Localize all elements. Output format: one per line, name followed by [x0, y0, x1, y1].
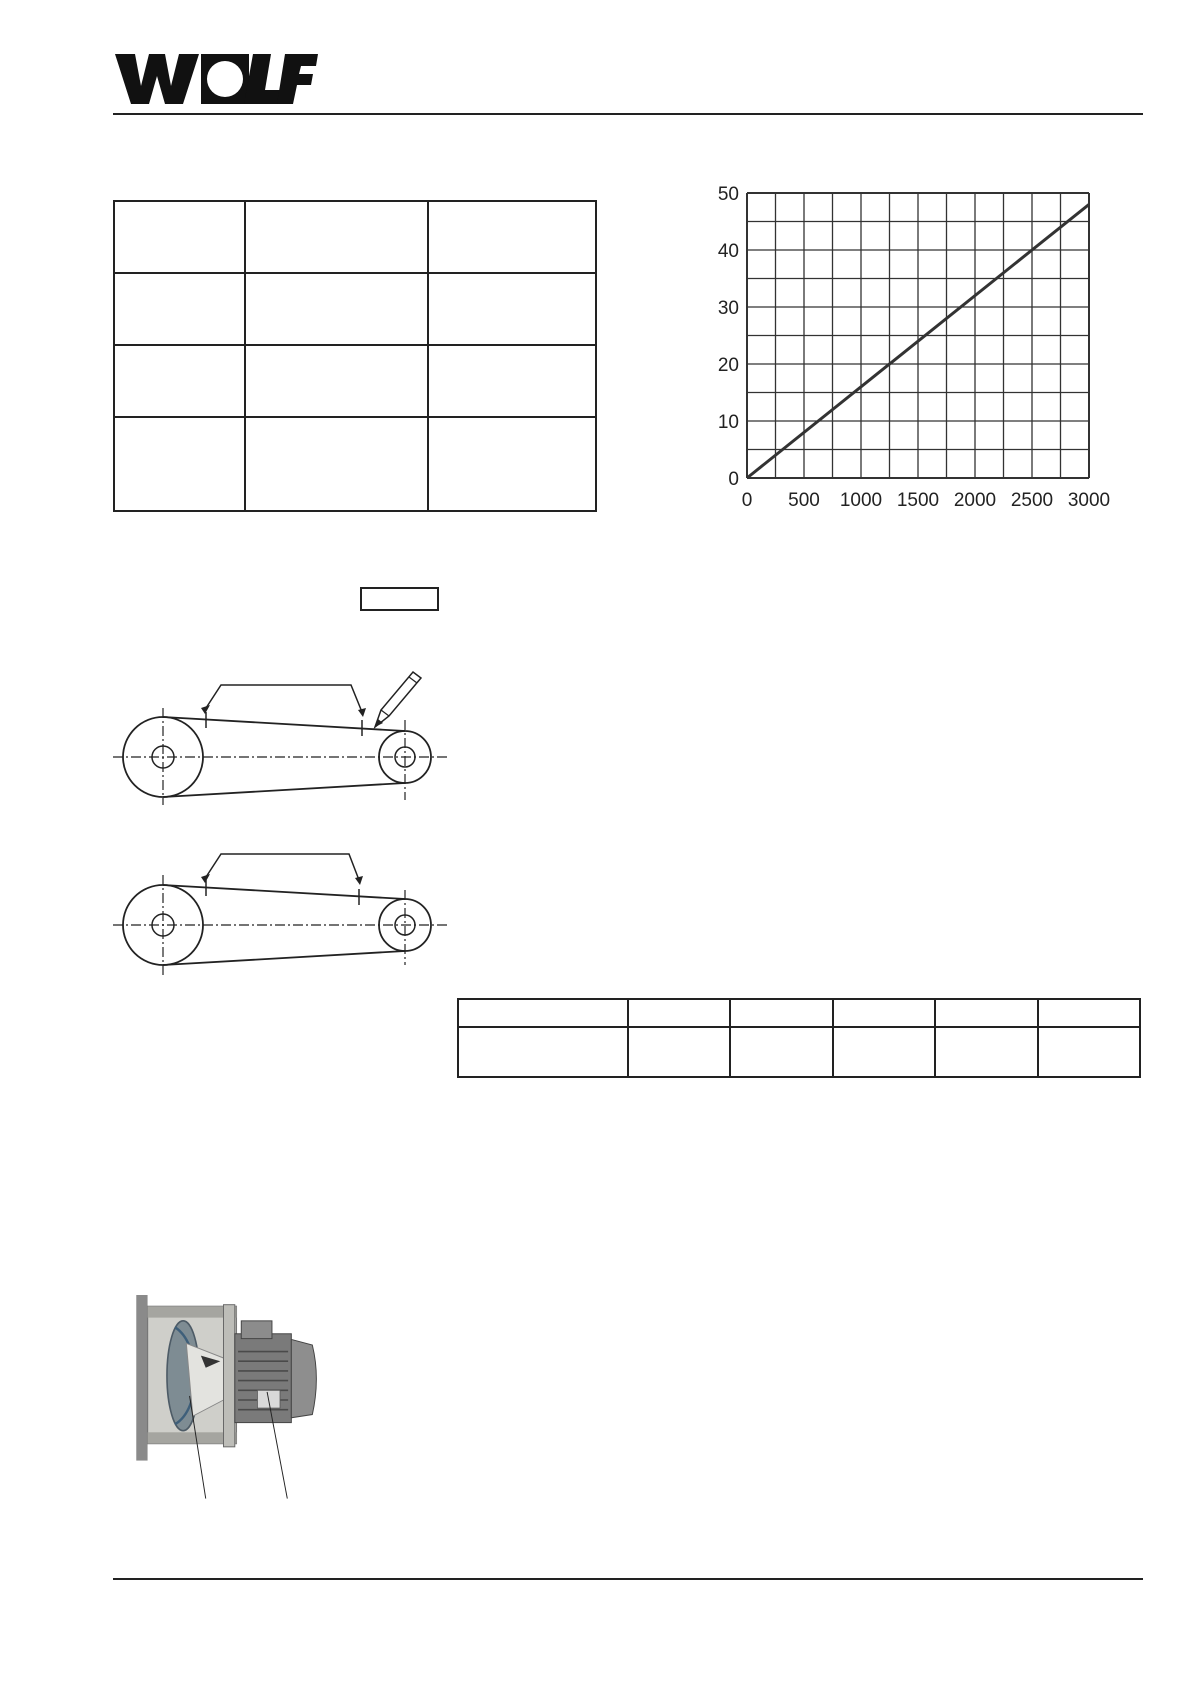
table-cell — [628, 1027, 730, 1077]
table-cell — [428, 273, 596, 345]
footer-rule — [113, 1578, 1143, 1580]
motor-flange — [224, 1305, 235, 1447]
pencil-icon — [375, 672, 421, 727]
table-cell — [833, 999, 935, 1027]
x-tick-label: 2000 — [953, 490, 997, 511]
belt-lower — [163, 783, 405, 797]
table-row — [114, 273, 596, 345]
y-tick-label: 50 — [717, 184, 739, 205]
table-cell — [245, 417, 428, 511]
empty-label-box — [360, 587, 439, 611]
table-row — [114, 201, 596, 273]
arrow-head — [201, 705, 210, 714]
table-cell — [428, 201, 596, 273]
wolf-logo-mark — [113, 52, 318, 106]
header-rule — [113, 113, 1143, 115]
table-row — [458, 1027, 1140, 1077]
x-tick-label: 3000 — [1067, 490, 1111, 511]
arrow-head — [358, 708, 366, 717]
x-tick-label: 0 — [741, 490, 753, 511]
table-cell — [428, 345, 596, 417]
y-tick-label: 10 — [717, 412, 739, 433]
table-cell — [730, 1027, 832, 1077]
y-tick-label: 30 — [717, 298, 739, 319]
arrow-head — [355, 876, 363, 885]
table-cell — [114, 273, 245, 345]
table-cell — [458, 1027, 628, 1077]
y-tick-label: 20 — [717, 355, 739, 376]
line-chart — [690, 180, 1120, 520]
table-cell — [1038, 1027, 1140, 1077]
x-tick-label: 500 — [788, 490, 820, 511]
housing-frame — [136, 1295, 147, 1461]
y-tick-label: 40 — [717, 241, 739, 262]
wolf-logo — [113, 52, 318, 106]
table-cell — [628, 999, 730, 1027]
table-cell — [245, 201, 428, 273]
belt-diagram-top — [113, 650, 453, 810]
x-tick-label: 1000 — [839, 490, 883, 511]
table-cell — [245, 273, 428, 345]
table-cell — [935, 999, 1037, 1027]
table-cell — [114, 417, 245, 511]
arrow-head — [201, 874, 210, 883]
measure-bracket — [206, 854, 359, 880]
motor-fan-cover — [291, 1339, 316, 1417]
measure-bracket — [206, 685, 362, 712]
table-row — [458, 999, 1140, 1027]
belt-lower — [163, 951, 405, 965]
table-cell — [833, 1027, 935, 1077]
table-row — [114, 417, 596, 511]
table-cell — [428, 417, 596, 511]
belt-upper — [163, 885, 405, 899]
table-cell — [730, 999, 832, 1027]
table-cell — [458, 999, 628, 1027]
table-cell — [114, 201, 245, 273]
table-cell — [114, 345, 245, 417]
table-cell — [935, 1027, 1037, 1077]
top-left-table — [113, 200, 597, 512]
y-tick-label: 0 — [728, 469, 739, 490]
table-row — [114, 345, 596, 417]
bottom-right-table — [457, 998, 1141, 1078]
belt-diagram-bottom — [113, 835, 453, 980]
belt-upper — [163, 717, 405, 731]
terminal-box — [241, 1321, 272, 1339]
table-cell — [245, 345, 428, 417]
x-tick-label: 2500 — [1010, 490, 1054, 511]
x-tick-label: 1500 — [896, 490, 940, 511]
fan-motor-photo — [113, 1295, 355, 1505]
table-cell — [1038, 999, 1140, 1027]
